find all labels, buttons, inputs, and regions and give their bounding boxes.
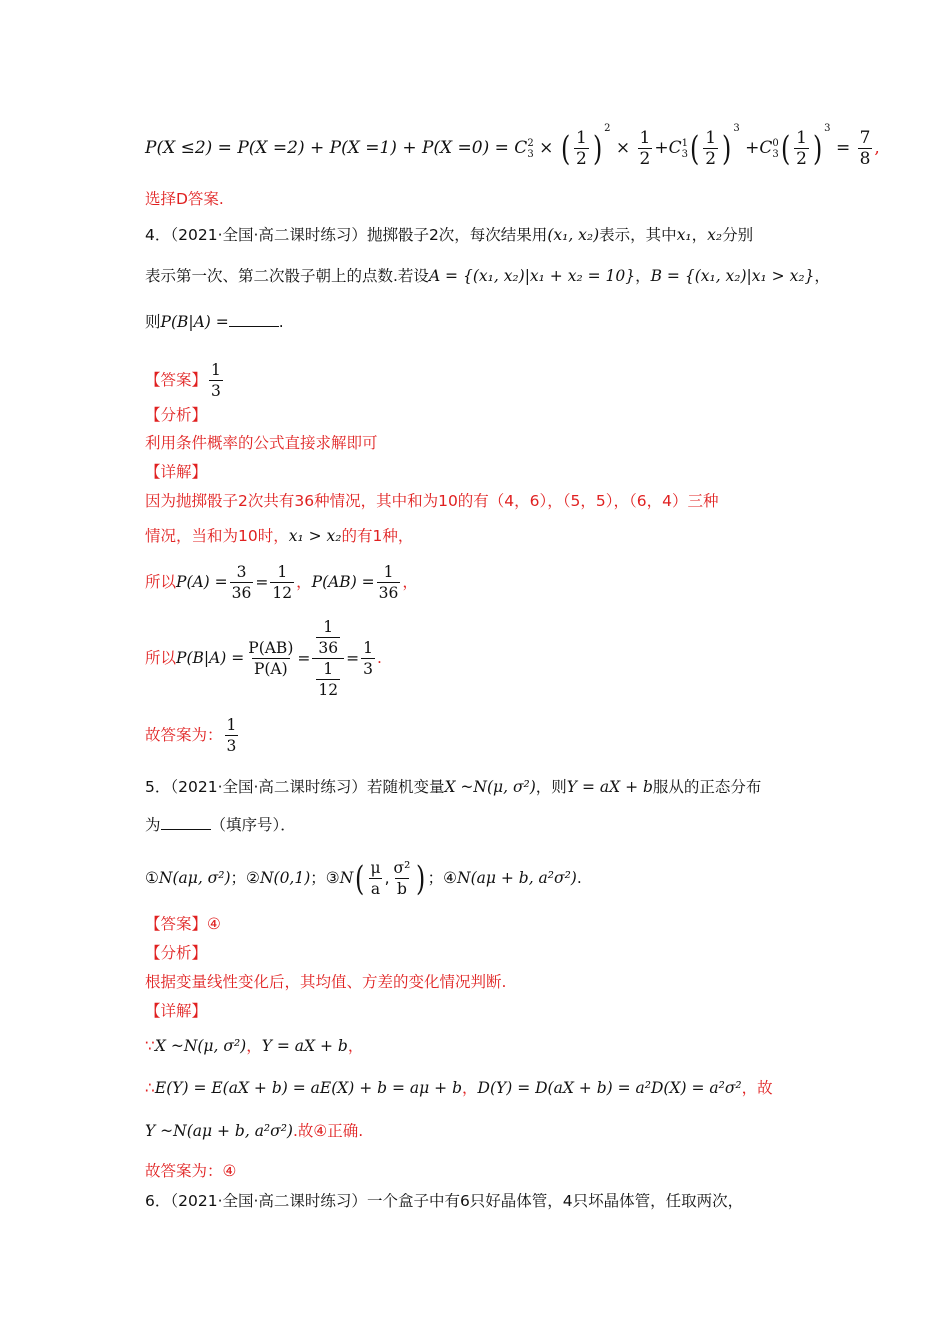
- q5-options: [145, 858, 582, 899]
- q4-number: 4．: [145, 226, 171, 244]
- q4-detail-line2: [145, 525, 413, 547]
- times-sign: ×: [615, 138, 631, 158]
- option-mark: ②: [246, 869, 260, 887]
- equals-sign: =: [255, 573, 269, 591]
- q4-sep: ，: [635, 267, 651, 285]
- formula-lhs: P(X ≤2) = P(X =2) + P(X =1) + P(X =0) =: [145, 138, 515, 158]
- x-compare: x₁ > x₂: [288, 527, 342, 545]
- q6-number: 6．: [145, 1192, 171, 1210]
- q4-pair: (x₁, x₂): [547, 226, 600, 244]
- q4-detail-label: 【详解】: [145, 463, 208, 481]
- c-sub: 3: [681, 148, 689, 160]
- right-paren: ): [812, 128, 823, 169]
- end: ，故: [741, 1079, 773, 1097]
- q5-analysis-label: 【分析】: [145, 944, 208, 962]
- option-mark: ③: [325, 869, 340, 887]
- half-fraction: $\frac{1}{2}$: [639, 128, 651, 169]
- q4-line3: [145, 311, 284, 333]
- c-sub: 3: [527, 148, 534, 160]
- q4-answer: [145, 360, 225, 401]
- c-sup: 2: [527, 137, 534, 149]
- c-sub: 3: [772, 148, 779, 160]
- probability-formula: [145, 118, 880, 169]
- q5-text: 为: [145, 816, 161, 834]
- end: ，: [402, 573, 418, 591]
- right-paren: ): [592, 128, 603, 169]
- q4-text: .: [278, 313, 284, 331]
- exponent: 3: [824, 123, 831, 134]
- exponent: 3: [733, 123, 740, 134]
- end: ，: [347, 1037, 364, 1055]
- y-expr: Y = aX + b: [566, 778, 653, 796]
- sep: ，: [246, 1037, 262, 1055]
- half-fraction: $\frac{1}{2}$: [796, 128, 807, 169]
- left-paren: (: [560, 128, 571, 169]
- q5-detail-3: [145, 1120, 363, 1142]
- answer-blank: [161, 815, 211, 830]
- inner-fraction: $\frac{1}{36}$: [318, 618, 339, 657]
- sep: ；: [230, 869, 247, 887]
- q5-text: （填序号）．: [210, 816, 296, 834]
- q4-text: 表示，其中: [599, 226, 677, 244]
- q5-text: 服从的正态分布: [652, 778, 762, 796]
- pa-expr: P(A) =: [176, 573, 228, 591]
- half-fraction: $\frac{1}{2}$: [705, 128, 717, 169]
- q4-text: 则: [145, 313, 161, 331]
- end: .: [576, 869, 582, 887]
- right-paren: ): [416, 858, 426, 899]
- left-paren: (: [780, 128, 791, 169]
- q4-detail-text: 的有1种，: [341, 527, 414, 545]
- plus-sign: +: [745, 138, 760, 158]
- y-expr: Y = aX + b: [261, 1037, 348, 1055]
- q5-text: ，则: [535, 778, 567, 796]
- select-answer: 选择D答案.: [145, 190, 224, 208]
- therefore-sign: ∴: [145, 1079, 155, 1097]
- q5-detail-label: 【详解】: [145, 1002, 208, 1020]
- comma: ,: [874, 138, 880, 158]
- q4-so-line1: [145, 562, 418, 603]
- q6-source: （2021·全国·高二课时练习）: [170, 1192, 367, 1210]
- exponent: 2: [604, 123, 611, 134]
- q4-analysis-label: 【分析】: [145, 406, 208, 424]
- q5-number: 5．: [145, 778, 171, 796]
- pba-expr: P(B|A) =: [176, 649, 245, 667]
- q5-answer: 【答案】④: [145, 915, 221, 933]
- right-paren: ): [722, 128, 732, 169]
- q4-text: 表示第一次、第二次骰子朝上的点数.若设: [145, 267, 429, 285]
- sep: ；: [310, 869, 326, 887]
- times-sign: ×: [539, 138, 554, 158]
- conclusion: .故④正确.: [292, 1122, 364, 1140]
- option-mark: ①: [145, 869, 159, 887]
- q5-line2: [145, 814, 296, 836]
- q5-analysis-text: 根据变量线性变化后，其均值、方差的变化情况判断.: [145, 973, 507, 991]
- set-a: A = {(x₁, x₂)|x₁ + x₂ = 10}: [428, 267, 636, 285]
- q4-detail-text: 情况，当和为10时，: [145, 527, 289, 545]
- inner-fraction: $\frac{1}{12}$: [318, 660, 339, 699]
- q5-final: 故答案为：④: [145, 1162, 237, 1180]
- q4-analysis-text: 利用条件概率的公式直接求解即可: [145, 434, 378, 452]
- answer-label: 【答案】: [145, 371, 208, 389]
- left-paren: (: [355, 858, 365, 899]
- q5-detail-2: [145, 1077, 773, 1099]
- result-fraction: $\frac{7}{8}$: [859, 128, 871, 169]
- q6-line1: [145, 1190, 743, 1212]
- plus-sign: +: [654, 138, 669, 158]
- q4-source: （2021·全国·高二课时练习）: [170, 226, 367, 244]
- q4-text: 分别: [722, 226, 754, 244]
- q5-text: 若随机变量: [366, 778, 445, 796]
- so-prefix: 所以: [145, 573, 177, 591]
- q4-so-line2: [145, 617, 382, 700]
- q4-x1: x₁: [676, 226, 692, 244]
- option-3-n: N: [339, 869, 354, 887]
- fraction: $\frac{1}{36}$: [378, 563, 399, 602]
- x-distribution: X ~N(μ, σ²): [444, 778, 536, 796]
- q4-text: 抛掷骰子2次，每次结果用: [366, 226, 548, 244]
- answer-blank: [229, 312, 279, 327]
- so-prefix: 所以: [145, 649, 177, 667]
- q4-detail-line1: 因为抛掷骰子2次共有36种情况，其中和为10的有（4，6），（5，5），（6，4）三种: [145, 492, 719, 510]
- q4-line2: [145, 265, 830, 287]
- q4-sep: ，: [691, 226, 708, 244]
- equals-sign: =: [346, 649, 360, 667]
- combination-c: C: [514, 138, 528, 158]
- compound-fraction: [312, 617, 344, 700]
- final-label: 故答案为：: [145, 726, 223, 744]
- fraction: $\frac{\text{σ²}}{b}$: [393, 859, 411, 898]
- sep: ；: [427, 869, 444, 887]
- q4-sep: ，: [814, 267, 830, 285]
- half-fraction: $\frac{1}{2}$: [576, 128, 587, 169]
- q5-source: （2021·全国·高二课时练习）: [170, 778, 367, 796]
- q5-detail-1: [145, 1035, 363, 1057]
- fraction: $\frac{\mu}{a}$: [370, 859, 381, 898]
- q4-line1: [145, 224, 753, 246]
- end: .: [376, 649, 382, 667]
- sep: ，: [462, 1079, 478, 1097]
- sep: ，: [296, 573, 312, 591]
- answer-fraction: $\frac{1}{3}$: [211, 361, 221, 400]
- fraction: $\frac{3}{36}$: [231, 563, 252, 602]
- c-sup: 1: [681, 137, 689, 149]
- c-sup: 0: [772, 137, 779, 149]
- x-distribution: X ~N(μ, σ²): [154, 1037, 247, 1055]
- comma: ,: [384, 869, 390, 887]
- q4-expr: P(B|A) =: [160, 313, 229, 331]
- option-4: N(aμ + b, a²σ²): [457, 869, 577, 887]
- option-2: N(0,1): [259, 869, 311, 887]
- y-distribution: Y ~N(aμ + b, a²σ²): [145, 1122, 293, 1140]
- answer-fraction: $\frac{1}{3}$: [226, 716, 237, 755]
- left-paren: (: [690, 128, 700, 169]
- pab-expr: P(AB) =: [311, 573, 375, 591]
- option-1: N(aμ, σ²): [158, 869, 231, 887]
- combination-c: C: [759, 138, 773, 158]
- fraction: $\frac{1}{3}$: [363, 639, 373, 678]
- combination-c: C: [668, 138, 682, 158]
- set-b: B = {(x₁, x₂)|x₁ > x₂}: [650, 267, 815, 285]
- fraction: $\frac{P(AB)}{P(A)}$: [248, 639, 294, 678]
- equals-sign: =: [297, 649, 311, 667]
- variance-expr: D(Y) = D(aX + b) = a²D(X) = a²σ²: [477, 1079, 742, 1097]
- q5-line1: [145, 776, 761, 798]
- because-sign: ∵: [145, 1037, 155, 1055]
- q6-text: 一个盒子中有6只好晶体管，4只坏晶体管，任取两次，: [366, 1192, 744, 1210]
- equals-sign: =: [835, 138, 851, 158]
- expectation-expr: E(Y) = E(aX + b) = aE(X) + b = aμ + b: [154, 1079, 463, 1097]
- option-mark: ④: [443, 869, 458, 887]
- fraction: $\frac{1}{12}$: [272, 563, 293, 602]
- q4-final: [145, 715, 240, 756]
- q4-x2: x₂: [707, 226, 723, 244]
